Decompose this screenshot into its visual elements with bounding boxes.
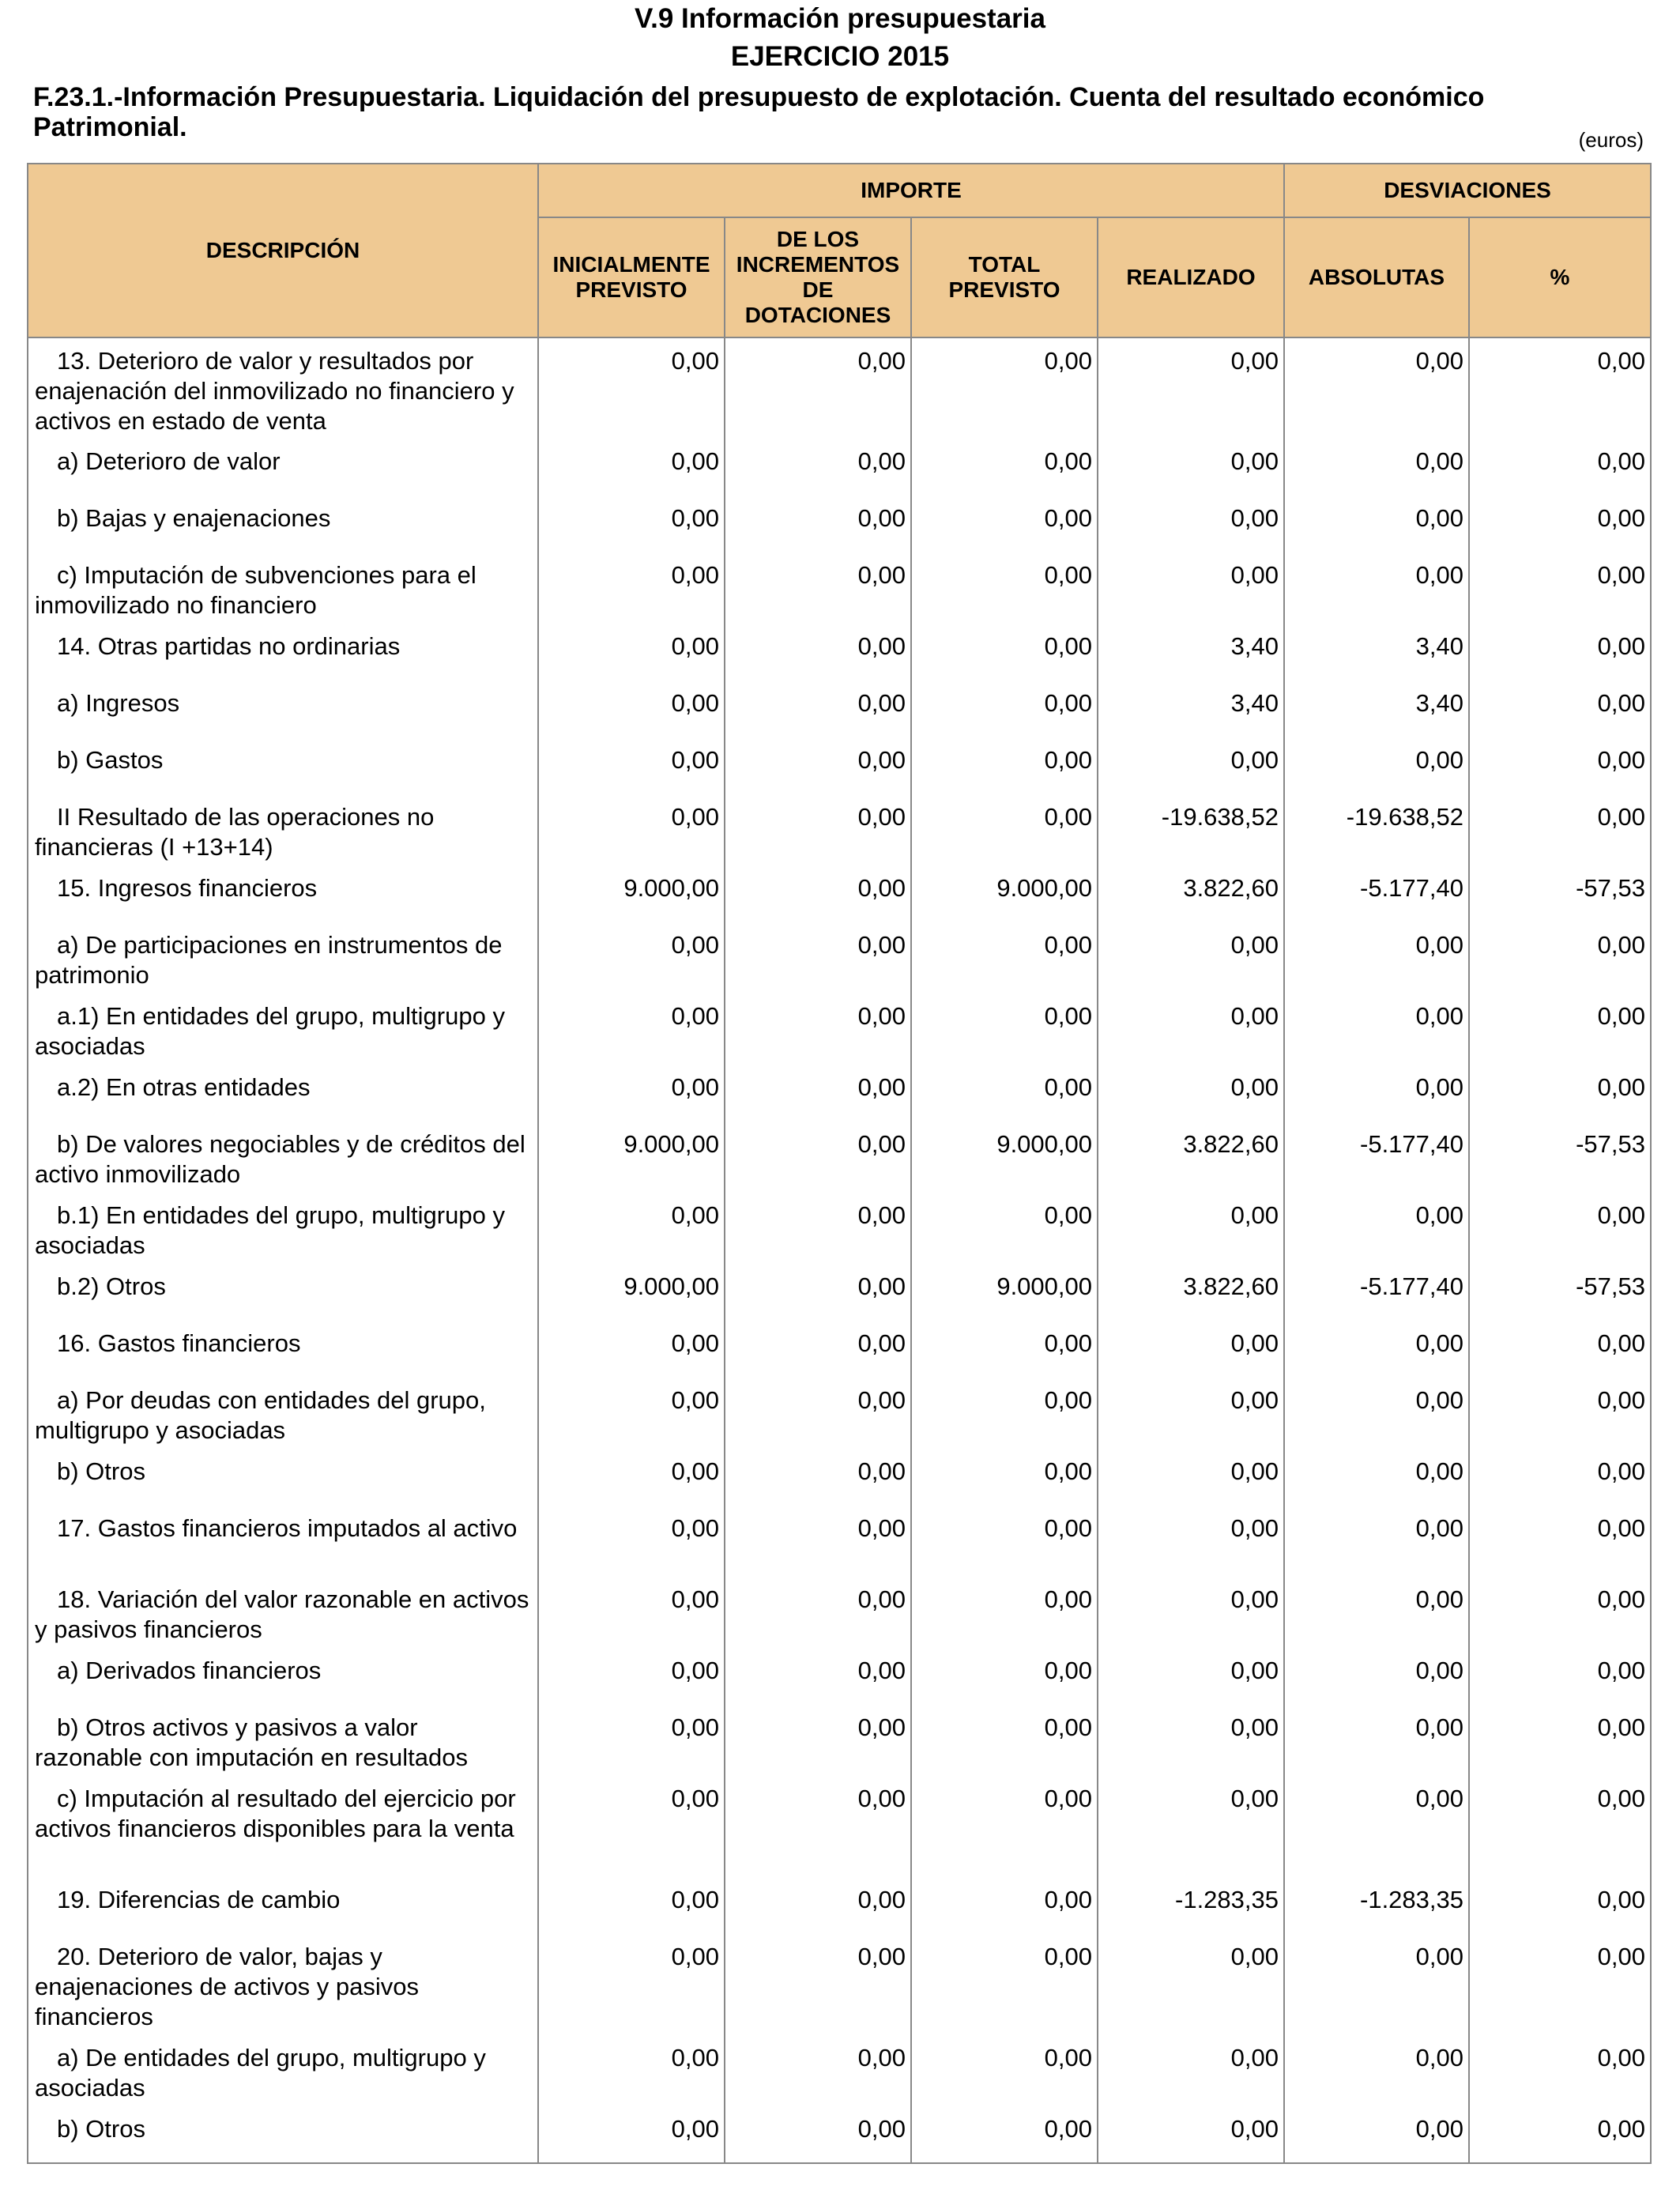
cell-percent: -57,53 <box>1469 865 1651 922</box>
cell-absolutas: -5.177,40 <box>1284 1122 1469 1193</box>
cell-absolutas: 0,00 <box>1284 1449 1469 1506</box>
table-row <box>28 993 1651 1065</box>
cell-inicialmente-previsto: 9.000,00 <box>538 1264 725 1321</box>
cell-absolutas: 0,00 <box>1284 1648 1469 1705</box>
cell-percent: 0,00 <box>1469 552 1651 624</box>
cell-incrementos-dotaciones: 0,00 <box>725 993 911 1065</box>
cell-incrementos-dotaciones: 0,00 <box>725 1877 911 1934</box>
table-body <box>28 337 1651 2163</box>
table-row <box>28 1506 1651 1577</box>
cell-total-previsto: 0,00 <box>911 1577 1098 1648</box>
cell-absolutas: -5.177,40 <box>1284 865 1469 922</box>
cell-total-previsto: 0,00 <box>911 1449 1098 1506</box>
table-row <box>28 1264 1651 1321</box>
table-row <box>28 1877 1651 1934</box>
table-row <box>28 2106 1651 2163</box>
cell-incrementos-dotaciones: 0,00 <box>725 1449 911 1506</box>
table-row <box>28 1705 1651 1776</box>
table-row <box>28 1934 1651 2035</box>
row-description: II Resultado de las operaciones no financieras (I +13+14) <box>28 794 538 865</box>
cell-absolutas: 0,00 <box>1284 1934 1469 2035</box>
cell-realizado: 0,00 <box>1098 439 1284 496</box>
table-row <box>28 1321 1651 1378</box>
cell-absolutas: 0,00 <box>1284 1506 1469 1577</box>
cell-total-previsto: 0,00 <box>911 2035 1098 2106</box>
cell-incrementos-dotaciones: 0,00 <box>725 2035 911 2106</box>
cell-realizado: 0,00 <box>1098 1065 1284 1122</box>
cell-total-previsto: 0,00 <box>911 1705 1098 1776</box>
table-row <box>28 1378 1651 1449</box>
cell-incrementos-dotaciones: 0,00 <box>725 552 911 624</box>
row-description: b) Bajas y enajenaciones <box>28 496 538 552</box>
report-subtitle: F.23.1.-Información Presupuestaria. Liquidación del presupuesto de explotación. Cuenta del resultado económico Patrimonial. <box>33 82 1485 142</box>
row-description: a) Derivados financieros <box>28 1648 538 1705</box>
table-row <box>28 1648 1651 1705</box>
budget-table <box>27 163 1652 2164</box>
cell-total-previsto: 0,00 <box>911 1648 1098 1705</box>
cell-realizado: -19.638,52 <box>1098 794 1284 865</box>
table-row <box>28 1065 1651 1122</box>
cell-percent: 0,00 <box>1469 337 1651 439</box>
table-row <box>28 737 1651 794</box>
row-description: b) De valores negociables y de créditos del activo inmovilizado <box>28 1122 538 1193</box>
row-description: c) Imputación al resultado del ejercicio por activos financieros disponibles para la venta <box>28 1776 538 1877</box>
cell-incrementos-dotaciones: 0,00 <box>725 1321 911 1378</box>
cell-absolutas: 0,00 <box>1284 1193 1469 1264</box>
table-row <box>28 439 1651 496</box>
row-description: 20. Deterioro de valor, bajas y enajenaciones de activos y pasivos financieros <box>28 1934 538 2035</box>
row-description: a) Deterioro de valor <box>28 439 538 496</box>
cell-inicialmente-previsto: 0,00 <box>538 496 725 552</box>
row-description: 15. Ingresos financieros <box>28 865 538 922</box>
cell-percent: 0,00 <box>1469 1378 1651 1449</box>
cell-total-previsto: 0,00 <box>911 1321 1098 1378</box>
cell-total-previsto: 0,00 <box>911 737 1098 794</box>
cell-inicialmente-previsto: 0,00 <box>538 680 725 737</box>
row-description: a) De participaciones en instrumentos de patrimonio <box>28 922 538 993</box>
cell-realizado: 0,00 <box>1098 993 1284 1065</box>
cell-incrementos-dotaciones: 0,00 <box>725 1122 911 1193</box>
cell-absolutas: -19.638,52 <box>1284 794 1469 865</box>
cell-incrementos-dotaciones: 0,00 <box>725 1065 911 1122</box>
row-description: b) Otros activos y pasivos a valor razonable con imputación en resultados <box>28 1705 538 1776</box>
cell-inicialmente-previsto: 0,00 <box>538 1065 725 1122</box>
cell-absolutas: -1.283,35 <box>1284 1877 1469 1934</box>
cell-incrementos-dotaciones: 0,00 <box>725 1506 911 1577</box>
cell-inicialmente-previsto: 0,00 <box>538 624 725 680</box>
cell-realizado: 0,00 <box>1098 1776 1284 1877</box>
header-absolutas: ABSOLUTAS <box>1284 217 1469 337</box>
cell-absolutas: 0,00 <box>1284 737 1469 794</box>
cell-absolutas: 0,00 <box>1284 1776 1469 1877</box>
cell-incrementos-dotaciones: 0,00 <box>725 922 911 993</box>
cell-inicialmente-previsto: 0,00 <box>538 1506 725 1577</box>
header-descripcion: DESCRIPCIÓN <box>28 164 538 337</box>
cell-percent: 0,00 <box>1469 624 1651 680</box>
header-group-desviaciones: DESVIACIONES <box>1284 164 1651 217</box>
cell-percent: 0,00 <box>1469 737 1651 794</box>
cell-total-previsto: 9.000,00 <box>911 1122 1098 1193</box>
row-description: b) Otros <box>28 1449 538 1506</box>
table-row <box>28 2035 1651 2106</box>
header-group-importe: IMPORTE <box>538 164 1284 217</box>
table-row <box>28 680 1651 737</box>
row-description: 18. Variación del valor razonable en activos y pasivos financieros <box>28 1577 538 1648</box>
cell-percent: 0,00 <box>1469 1321 1651 1378</box>
cell-inicialmente-previsto: 0,00 <box>538 1378 725 1449</box>
cell-incrementos-dotaciones: 0,00 <box>725 439 911 496</box>
cell-incrementos-dotaciones: 0,00 <box>725 1705 911 1776</box>
table-row <box>28 1449 1651 1506</box>
cell-inicialmente-previsto: 0,00 <box>538 2106 725 2163</box>
cell-realizado: 3.822,60 <box>1098 865 1284 922</box>
cell-inicialmente-previsto: 0,00 <box>538 993 725 1065</box>
units-label: (euros) <box>1578 128 1644 152</box>
cell-incrementos-dotaciones: 0,00 <box>725 865 911 922</box>
cell-realizado: 3,40 <box>1098 624 1284 680</box>
cell-inicialmente-previsto: 0,00 <box>538 737 725 794</box>
table-row <box>28 794 1651 865</box>
header-realizado: REALIZADO <box>1098 217 1284 337</box>
cell-total-previsto: 0,00 <box>911 1193 1098 1264</box>
row-description: a.2) En otras entidades <box>28 1065 538 1122</box>
cell-percent: 0,00 <box>1469 1877 1651 1934</box>
row-description: a) De entidades del grupo, multigrupo y asociadas <box>28 2035 538 2106</box>
cell-absolutas: 0,00 <box>1284 439 1469 496</box>
cell-total-previsto: 0,00 <box>911 922 1098 993</box>
cell-absolutas: 0,00 <box>1284 2106 1469 2163</box>
cell-absolutas: 0,00 <box>1284 552 1469 624</box>
cell-percent: 0,00 <box>1469 1193 1651 1264</box>
cell-percent: 0,00 <box>1469 439 1651 496</box>
cell-total-previsto: 0,00 <box>911 794 1098 865</box>
cell-total-previsto: 0,00 <box>911 993 1098 1065</box>
cell-inicialmente-previsto: 0,00 <box>538 1321 725 1378</box>
cell-realizado: 3,40 <box>1098 680 1284 737</box>
cell-percent: 0,00 <box>1469 1648 1651 1705</box>
fiscal-year-title: EJERCICIO 2015 <box>730 41 950 72</box>
row-description: b) Gastos <box>28 737 538 794</box>
cell-inicialmente-previsto: 0,00 <box>538 922 725 993</box>
cell-percent: 0,00 <box>1469 993 1651 1065</box>
cell-inicialmente-previsto: 0,00 <box>538 1577 725 1648</box>
cell-total-previsto: 0,00 <box>911 1378 1098 1449</box>
cell-inicialmente-previsto: 0,00 <box>538 2035 725 2106</box>
cell-total-previsto: 0,00 <box>911 1776 1098 1877</box>
cell-realizado: 0,00 <box>1098 737 1284 794</box>
table-row <box>28 865 1651 922</box>
cell-realizado: 0,00 <box>1098 1934 1284 2035</box>
cell-realizado: 0,00 <box>1098 1577 1284 1648</box>
header-incrementos-dotaciones: DE LOS INCREMENTOS DE DOTACIONES <box>725 217 911 337</box>
cell-percent: 0,00 <box>1469 1776 1651 1877</box>
cell-realizado: 0,00 <box>1098 1506 1284 1577</box>
cell-realizado: 3.822,60 <box>1098 1264 1284 1321</box>
cell-percent: 0,00 <box>1469 2035 1651 2106</box>
cell-total-previsto: 0,00 <box>911 624 1098 680</box>
row-description: a.1) En entidades del grupo, multigrupo y asociadas <box>28 993 538 1065</box>
cell-absolutas: 0,00 <box>1284 1065 1469 1122</box>
cell-realizado: 0,00 <box>1098 1705 1284 1776</box>
cell-incrementos-dotaciones: 0,00 <box>725 1264 911 1321</box>
cell-inicialmente-previsto: 0,00 <box>538 1648 725 1705</box>
cell-incrementos-dotaciones: 0,00 <box>725 337 911 439</box>
cell-incrementos-dotaciones: 0,00 <box>725 624 911 680</box>
cell-realizado: 0,00 <box>1098 1449 1284 1506</box>
cell-percent: 0,00 <box>1469 922 1651 993</box>
cell-absolutas: 0,00 <box>1284 2035 1469 2106</box>
table-row <box>28 1577 1651 1648</box>
cell-inicialmente-previsto: 0,00 <box>538 794 725 865</box>
cell-absolutas: 0,00 <box>1284 337 1469 439</box>
cell-incrementos-dotaciones: 0,00 <box>725 2106 911 2163</box>
cell-percent: 0,00 <box>1469 1506 1651 1577</box>
cell-inicialmente-previsto: 0,00 <box>538 1877 725 1934</box>
cell-incrementos-dotaciones: 0,00 <box>725 1193 911 1264</box>
cell-incrementos-dotaciones: 0,00 <box>725 1648 911 1705</box>
cell-percent: 0,00 <box>1469 1449 1651 1506</box>
cell-total-previsto: 0,00 <box>911 2106 1098 2163</box>
cell-total-previsto: 0,00 <box>911 1934 1098 2035</box>
cell-realizado: -1.283,35 <box>1098 1877 1284 1934</box>
cell-realizado: 0,00 <box>1098 1321 1284 1378</box>
row-description: 19. Diferencias de cambio <box>28 1877 538 1934</box>
cell-total-previsto: 0,00 <box>911 337 1098 439</box>
cell-inicialmente-previsto: 0,00 <box>538 439 725 496</box>
cell-total-previsto: 0,00 <box>911 680 1098 737</box>
cell-inicialmente-previsto: 9.000,00 <box>538 1122 725 1193</box>
cell-percent: 0,00 <box>1469 2106 1651 2163</box>
cell-inicialmente-previsto: 0,00 <box>538 1193 725 1264</box>
cell-incrementos-dotaciones: 0,00 <box>725 737 911 794</box>
cell-incrementos-dotaciones: 0,00 <box>725 496 911 552</box>
cell-inicialmente-previsto: 0,00 <box>538 337 725 439</box>
cell-total-previsto: 0,00 <box>911 496 1098 552</box>
cell-incrementos-dotaciones: 0,00 <box>725 1378 911 1449</box>
row-description: b.2) Otros <box>28 1264 538 1321</box>
table-row <box>28 1776 1651 1877</box>
cell-percent: 0,00 <box>1469 680 1651 737</box>
row-description: c) Imputación de subvenciones para el inmovilizado no financiero <box>28 552 538 624</box>
cell-total-previsto: 0,00 <box>911 1065 1098 1122</box>
cell-realizado: 0,00 <box>1098 337 1284 439</box>
cell-absolutas: 0,00 <box>1284 922 1469 993</box>
row-description: 14. Otras partidas no ordinarias <box>28 624 538 680</box>
cell-realizado: 0,00 <box>1098 922 1284 993</box>
row-description: 17. Gastos financieros imputados al activo <box>28 1506 538 1577</box>
row-description: 13. Deterioro de valor y resultados por enajenación del inmovilizado no financiero y activos en estado de venta <box>28 337 538 439</box>
cell-total-previsto: 0,00 <box>911 1506 1098 1577</box>
cell-percent: 0,00 <box>1469 496 1651 552</box>
row-description: b) Otros <box>28 2106 538 2163</box>
table-row <box>28 496 1651 552</box>
cell-incrementos-dotaciones: 0,00 <box>725 1776 911 1877</box>
header-percent: % <box>1469 217 1651 337</box>
cell-percent: -57,53 <box>1469 1264 1651 1321</box>
cell-total-previsto: 0,00 <box>911 1877 1098 1934</box>
cell-absolutas: 0,00 <box>1284 993 1469 1065</box>
cell-incrementos-dotaciones: 0,00 <box>725 1577 911 1648</box>
cell-absolutas: 0,00 <box>1284 1577 1469 1648</box>
cell-realizado: 0,00 <box>1098 1648 1284 1705</box>
cell-inicialmente-previsto: 0,00 <box>538 552 725 624</box>
cell-total-previsto: 0,00 <box>911 552 1098 624</box>
cell-absolutas: 0,00 <box>1284 1705 1469 1776</box>
cell-realizado: 0,00 <box>1098 2106 1284 2163</box>
cell-absolutas: 0,00 <box>1284 1378 1469 1449</box>
cell-absolutas: 0,00 <box>1284 496 1469 552</box>
cell-realizado: 0,00 <box>1098 552 1284 624</box>
table-row <box>28 552 1651 624</box>
table-row <box>28 922 1651 993</box>
cell-incrementos-dotaciones: 0,00 <box>725 1934 911 2035</box>
cell-percent: -57,53 <box>1469 1122 1651 1193</box>
table-row <box>28 1122 1651 1193</box>
cell-realizado: 0,00 <box>1098 1378 1284 1449</box>
cell-absolutas: 0,00 <box>1284 1321 1469 1378</box>
cell-inicialmente-previsto: 0,00 <box>538 1705 725 1776</box>
cell-total-previsto: 0,00 <box>911 439 1098 496</box>
row-description: a) Por deudas con entidades del grupo, multigrupo y asociadas <box>28 1378 538 1449</box>
cell-realizado: 0,00 <box>1098 2035 1284 2106</box>
table-row <box>28 1193 1651 1264</box>
cell-percent: 0,00 <box>1469 1934 1651 2035</box>
cell-inicialmente-previsto: 9.000,00 <box>538 865 725 922</box>
cell-absolutas: 3,40 <box>1284 624 1469 680</box>
cell-total-previsto: 9.000,00 <box>911 865 1098 922</box>
cell-realizado: 0,00 <box>1098 496 1284 552</box>
cell-inicialmente-previsto: 0,00 <box>538 1449 725 1506</box>
cell-percent: 0,00 <box>1469 1705 1651 1776</box>
header-total-previsto: TOTAL PREVISTO <box>911 217 1098 337</box>
table-row <box>28 337 1651 439</box>
cell-percent: 0,00 <box>1469 794 1651 865</box>
cell-realizado: 3.822,60 <box>1098 1122 1284 1193</box>
cell-absolutas: -5.177,40 <box>1284 1264 1469 1321</box>
cell-incrementos-dotaciones: 0,00 <box>725 794 911 865</box>
cell-absolutas: 3,40 <box>1284 680 1469 737</box>
table-row <box>28 624 1651 680</box>
cell-realizado: 0,00 <box>1098 1193 1284 1264</box>
row-description: b.1) En entidades del grupo, multigrupo y asociadas <box>28 1193 538 1264</box>
cell-percent: 0,00 <box>1469 1065 1651 1122</box>
cell-percent: 0,00 <box>1469 1577 1651 1648</box>
row-description: a) Ingresos <box>28 680 538 737</box>
cell-total-previsto: 9.000,00 <box>911 1264 1098 1321</box>
header-inicialmente-previsto: INICIALMENTE PREVISTO <box>538 217 725 337</box>
row-description: 16. Gastos financieros <box>28 1321 538 1378</box>
cell-inicialmente-previsto: 0,00 <box>538 1934 725 2035</box>
cell-incrementos-dotaciones: 0,00 <box>725 680 911 737</box>
cell-inicialmente-previsto: 0,00 <box>538 1776 725 1877</box>
page-title: V.9 Información presupuestaria <box>635 3 1045 34</box>
